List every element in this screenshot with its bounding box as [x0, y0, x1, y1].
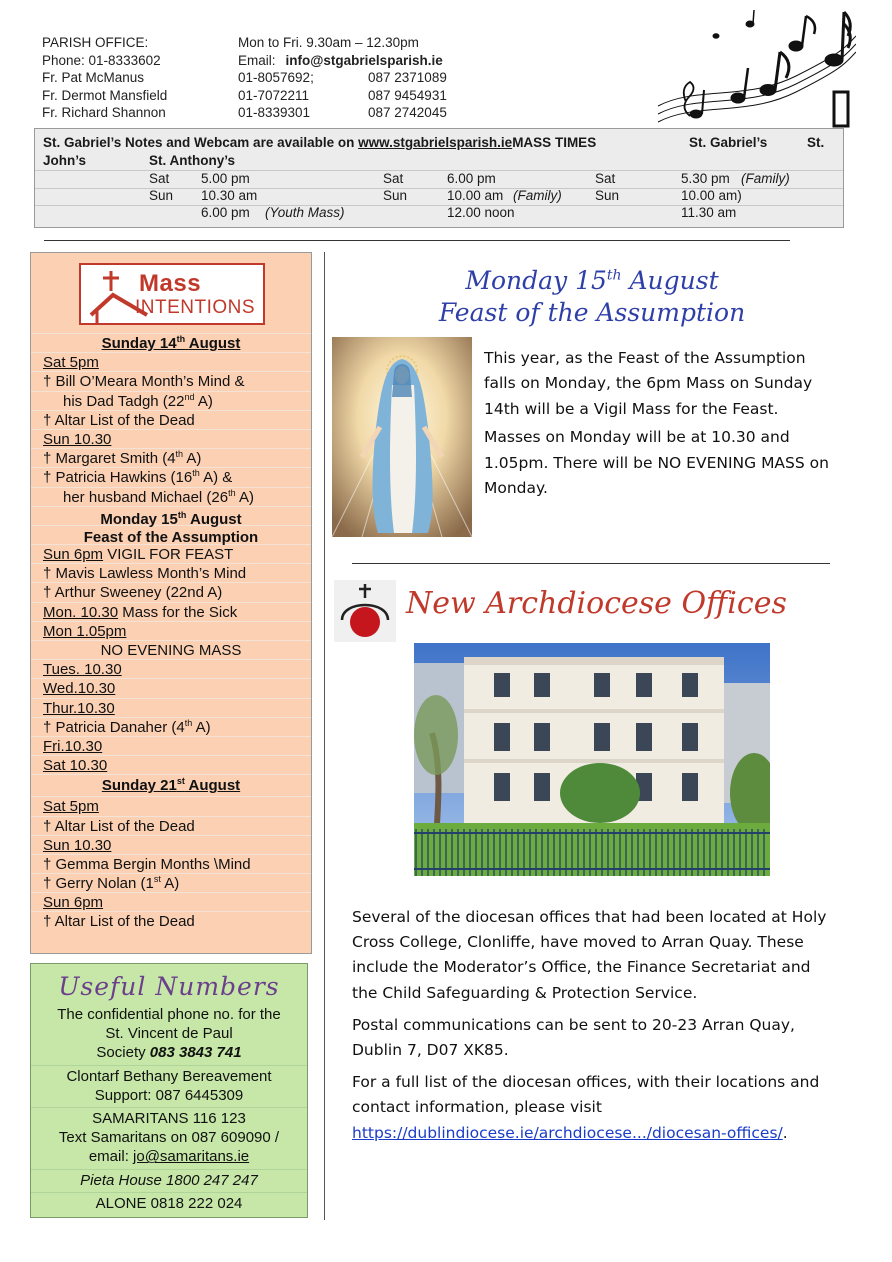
section-divider [352, 563, 830, 564]
day-label: Sun [149, 188, 174, 203]
assumption-text [484, 346, 836, 504]
intention-item: † Mavis Lawless Month’s Mind [31, 563, 311, 582]
svp-number: The confidential phone no. for the St. Vincent de Paul Society 083 3843 741 [57, 1006, 281, 1062]
mass-time: Mon. 10.30 Mass for the Sick [31, 602, 311, 621]
music-notes-image [656, 6, 856, 130]
mass-time: Sat 5pm [31, 796, 311, 815]
church-st-gabriels: St. Gabriel’s [689, 135, 768, 150]
mass-time: Sun 10.30 [31, 835, 311, 854]
time-value: 5.30 pm [681, 171, 730, 186]
assumption-paragraph: This year, as the Feast of the Assumption falls on Monday, the 6pm Mass on Sunday 14th will be a Vigil Mass for the Feast. [484, 349, 813, 418]
virgin-mary-image [332, 337, 472, 537]
time-value: 12.00 noon [447, 205, 515, 220]
mass-time: Fri.10.30 [31, 736, 311, 755]
intention-item: † Arthur Sweeney (22nd A) [31, 582, 311, 601]
day-heading: Sunday 14th August [31, 333, 311, 352]
time-value: 6.00 pm [447, 171, 496, 186]
samaritans-email-link[interactable]: jo@samaritans.ie [133, 1148, 250, 1166]
notice: NO EVENING MASS [31, 640, 311, 659]
priest-row [42, 104, 642, 122]
email-address[interactable]: info@stgabrielsparish.ie [285, 52, 443, 68]
church-st-johns-part2: John’s [43, 153, 87, 168]
priest-mobile: 087 2742045 [368, 105, 447, 120]
priest-mobile: 087 9454931 [368, 87, 447, 103]
samaritans-number: SAMARITANS 116 123 Text Samaritans on 087 609090 / email: jo@samaritans.ie [31, 1107, 307, 1169]
time-note: (Family) [741, 171, 790, 186]
priest-row [42, 87, 642, 105]
useful-numbers-panel [30, 963, 308, 1218]
mass-time: Sun 6pm VIGIL FOR FEAST [31, 544, 311, 563]
time-value: 11.30 am [681, 205, 737, 220]
notes-prefix: St. Gabriel’s Notes and Webcam are available on [43, 135, 359, 150]
priest-name: Fr. Pat McManus [42, 70, 145, 85]
feast-heading: Feast of the Assumption [31, 525, 311, 544]
day-heading: Sunday 21st August [31, 774, 311, 796]
assumption-paragraph: Masses on Monday will be at 10.30 and 1.05pm. There will be NO EVENING MASS on Monday. [484, 428, 829, 498]
priest-name: Fr. Dermot Mansfield [42, 87, 168, 103]
office-hours: Mon to Fri. 9.30am – 12.30pm [238, 35, 419, 50]
day-label: Sat [149, 171, 170, 186]
intention-item: † Gerry Nolan (1st A) [31, 873, 311, 892]
intention-item: † Gemma Bergin Months \Mind [31, 854, 311, 873]
parish-contact-header [42, 34, 642, 122]
assumption-title-date: Monday 15th August [465, 266, 719, 295]
intention-item: † Altar List of the Dead [31, 410, 311, 429]
assumption-title-feast: Feast of the Assumption [438, 298, 746, 327]
bereavement-number: Clontarf Bethany Bereavement Support: 087 6445309 [31, 1065, 307, 1107]
day-heading: Monday 15th August [31, 506, 311, 525]
archdiocese-paragraph: Several of the diocesan offices that had been located at Holy Cross College, Clonliffe, have moved to Arran Quay. These include the Moderator’s Office, the Finance Secretariat and the Child Safeguarding & Protection Service. [352, 908, 827, 1002]
notes-line [43, 135, 825, 150]
day-label: Sat [595, 171, 616, 186]
mass-time: Sat 10.30 [31, 755, 311, 774]
intention-item: † Patricia Danaher (4th A) [31, 717, 311, 736]
time-value: 10.30 am [201, 188, 258, 203]
mass-time: Sun 6pm [31, 892, 311, 911]
mass-time: Tues. 10.30 [31, 659, 311, 678]
time-value: 5.00 pm [201, 171, 250, 186]
column-divider [324, 252, 325, 1220]
parish-office-label: PARISH OFFICE: [42, 35, 149, 50]
archdiocese-text [352, 905, 838, 1153]
archdiocese-paragraph: For a full list of the diocesan offices, with their locations and contact information, please visit https://dublindiocese.ie/archdiocese.../diocesan-offices/. [352, 1073, 820, 1142]
mass-intentions-panel [30, 252, 312, 954]
mass-time: Sun 10.30 [31, 429, 311, 448]
mass-time: Sat 5pm [31, 352, 311, 371]
schedule-row-sat [35, 171, 843, 188]
intention-item: † Altar List of the Dead [31, 816, 311, 835]
email-label: Email: [238, 52, 276, 68]
useful-numbers-list [31, 1004, 307, 1215]
intention-item: his Dad Tadgh (22nd A) [31, 391, 311, 410]
church-st-anthonys: St. Anthony’s [149, 153, 235, 168]
archdiocese-building-image [414, 643, 770, 876]
intention-item: † Bill O’Meara Month’s Mind & [31, 371, 311, 390]
mass-time: Mon 1.05pm [31, 621, 311, 640]
time-value: 6.00 pm [201, 205, 250, 220]
mass-time: Wed.10.30 [31, 678, 311, 697]
intention-item: † Margaret Smith (4th A) [31, 448, 311, 467]
mass-time: Thur.10.30 [31, 698, 311, 717]
time-value: 10.00 am) [681, 188, 742, 203]
mass-times-label: MASS TIMES [512, 135, 597, 150]
parish-office-row [42, 34, 642, 52]
priest-landline: 01-8057692; [238, 70, 314, 85]
church-names-line [43, 153, 235, 168]
useful-numbers-title: Useful Numbers [58, 972, 280, 1001]
schedule-row-evening [35, 205, 843, 222]
archdiocese-paragraph: Postal communications can be sent to 20-23 Arran Quay, Dublin 7, D07 XK85. [352, 1015, 795, 1060]
intention-item: † Patricia Hawkins (16th A) & [31, 467, 311, 486]
time-note: (Youth Mass) [265, 205, 345, 220]
pieta-number: Pieta House 1800 247 247 [31, 1169, 307, 1192]
logo-mass-text: Mass [139, 270, 202, 297]
schedule-row-sun [35, 188, 843, 205]
website-link[interactable]: www.stgabrielsparish.ie [358, 135, 513, 150]
priest-landline: 01-8339301 [238, 105, 311, 120]
phone-row [42, 52, 642, 70]
header-divider [44, 240, 790, 241]
intentions-list [31, 333, 311, 931]
logo-intentions-text: INTENTIONS [135, 297, 256, 318]
day-label: Sun [595, 188, 620, 203]
mass-times-box [34, 128, 844, 228]
day-label: Sun [383, 188, 408, 203]
priest-name: Fr. Richard Shannon [42, 105, 166, 120]
day-label: Sat [383, 171, 404, 186]
intention-item: † Altar List of the Dead [31, 911, 311, 930]
mass-intentions-logo [79, 263, 265, 325]
diocesan-offices-link[interactable]: https://dublindiocese.ie/archdiocese.../diocesan-offices/ [352, 1123, 783, 1142]
intention-item: her husband Michael (26th A) [31, 487, 311, 506]
priest-mobile: 087 2371089 [368, 70, 447, 85]
phone-label: Phone: 01-8333602 [42, 52, 161, 68]
alone-number: ALONE 0818 222 024 [31, 1192, 307, 1215]
priest-landline: 01-7072211 [238, 87, 310, 103]
church-st-johns-part1: St. [807, 135, 825, 150]
archdiocese-logo-icon [334, 580, 396, 642]
archdiocese-title: New Archdiocese Offices [406, 586, 787, 621]
priest-row [42, 69, 642, 87]
time-note: (Family) [513, 188, 562, 203]
time-value: 10.00 am [447, 188, 504, 203]
